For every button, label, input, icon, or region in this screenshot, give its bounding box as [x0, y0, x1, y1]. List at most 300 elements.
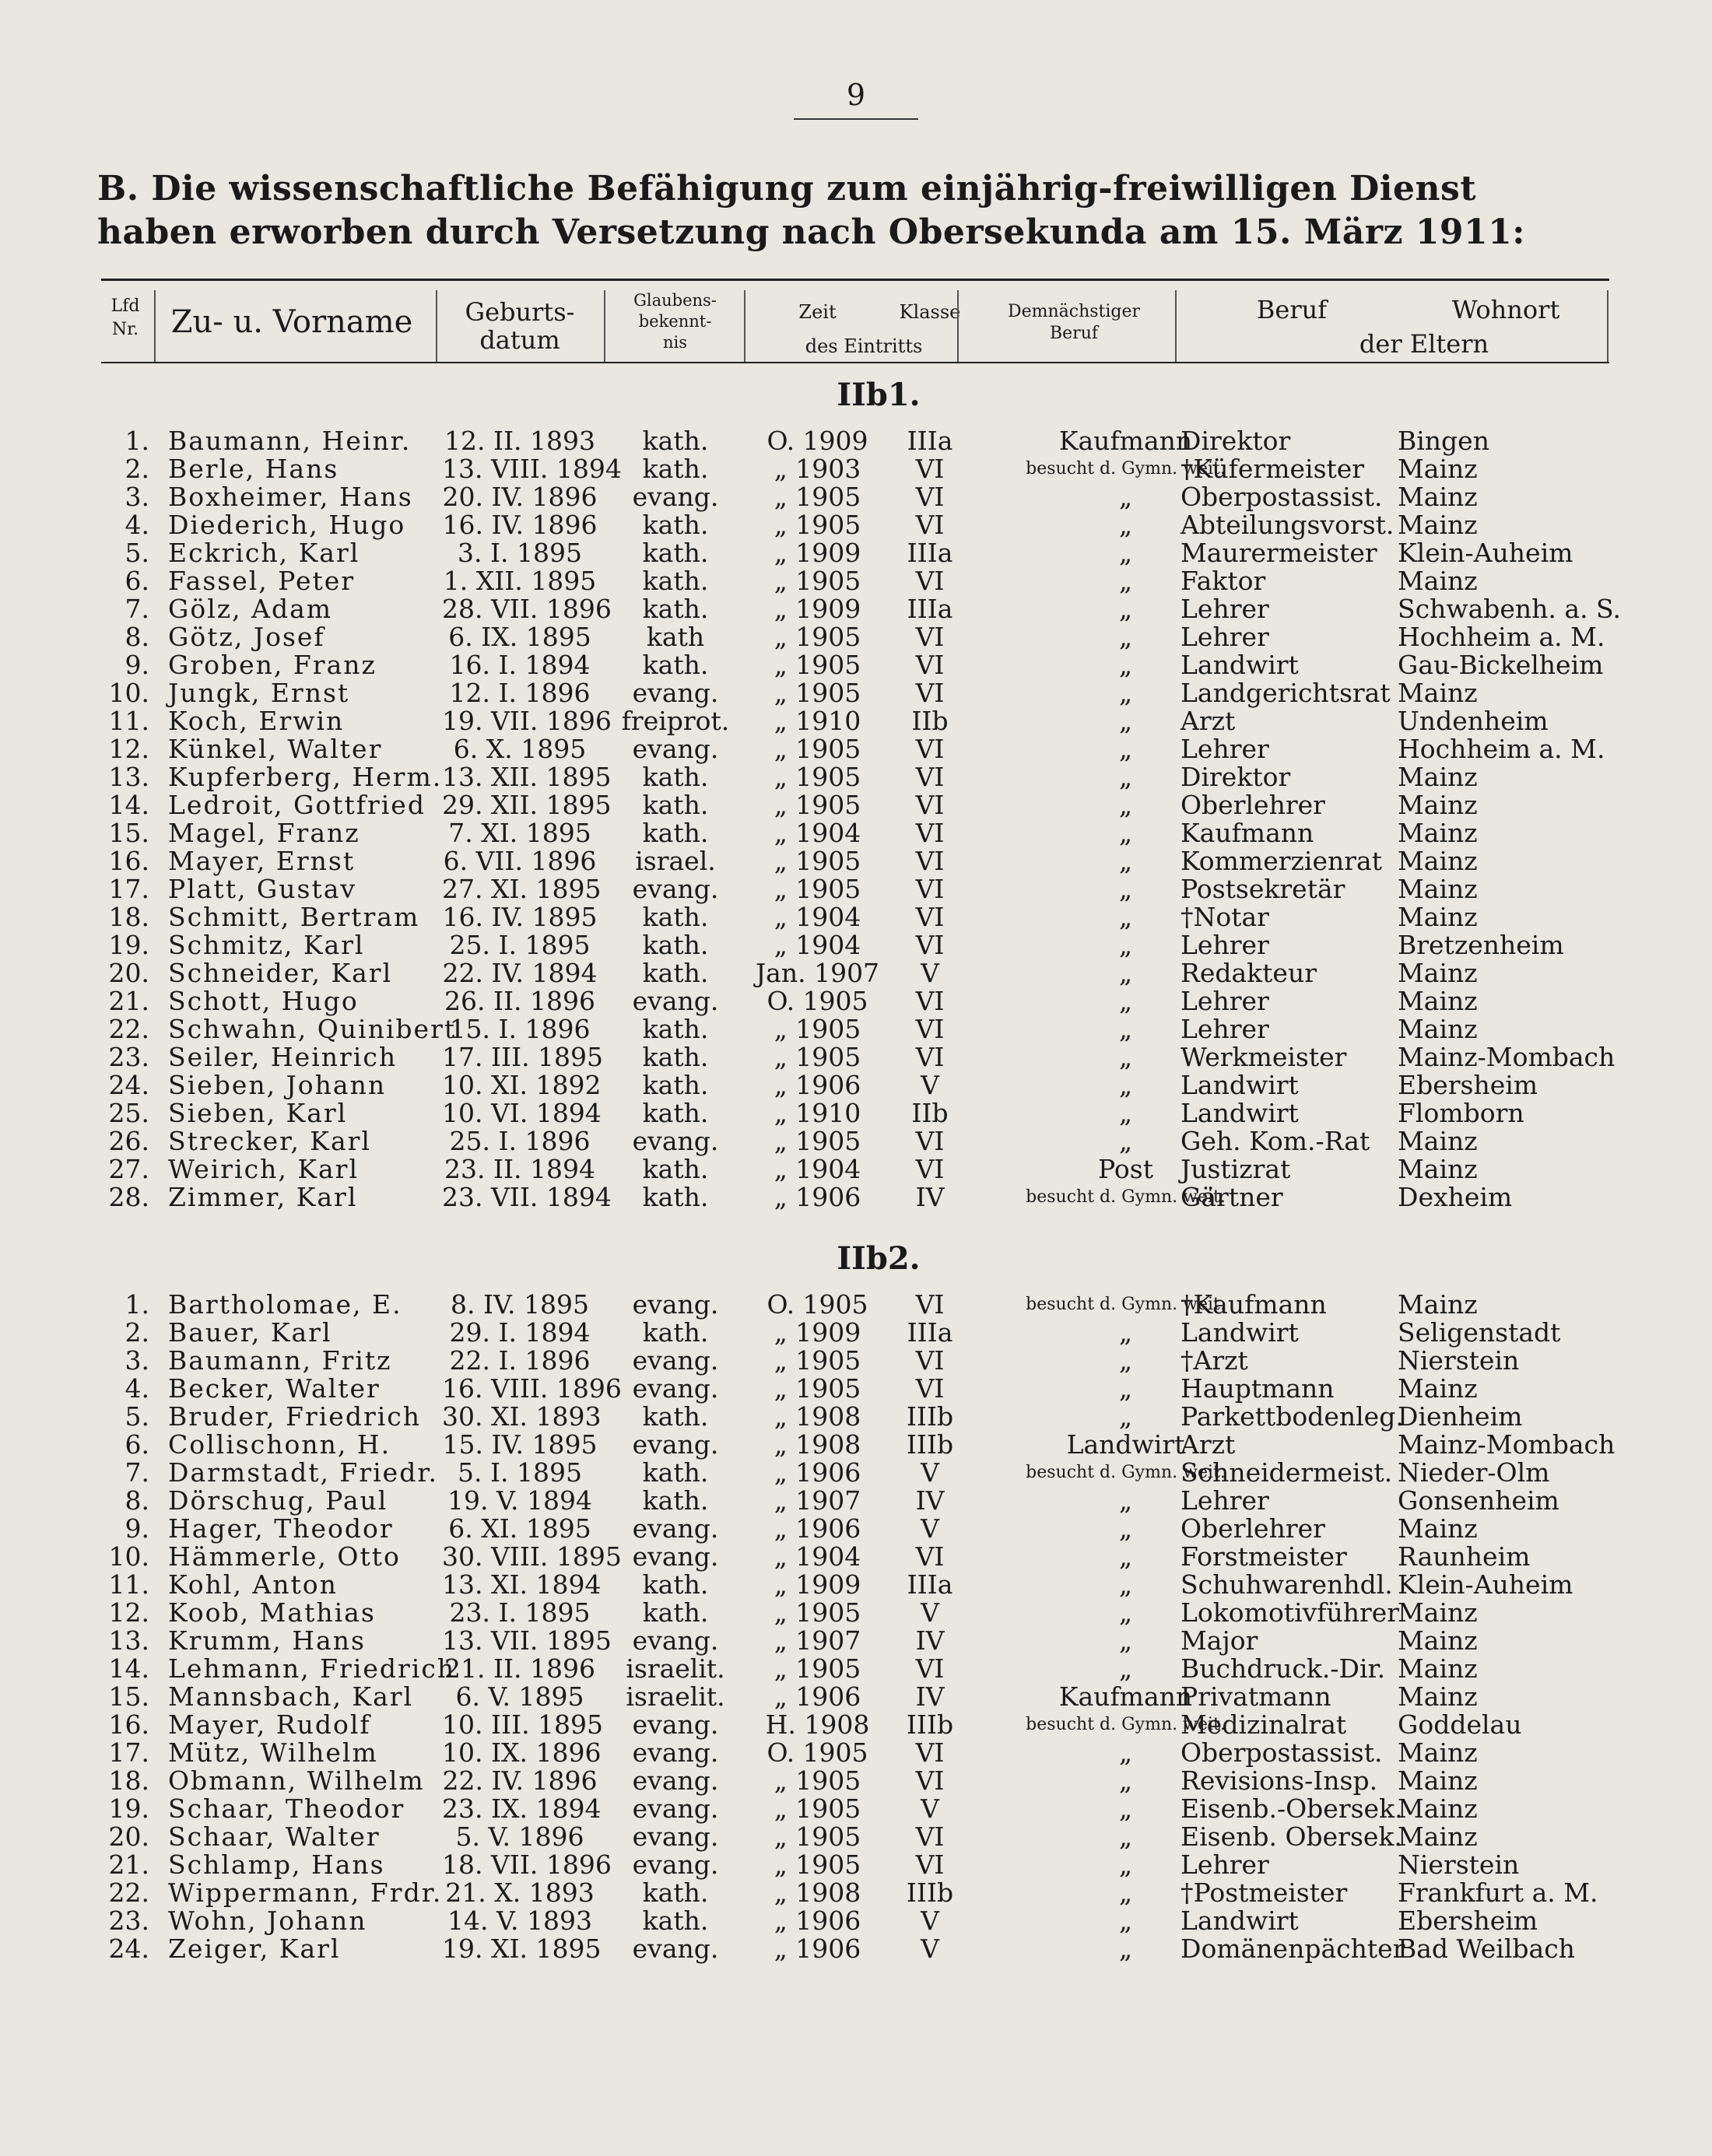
- future-profession: „: [1118, 1653, 1133, 1684]
- table-row: [101, 931, 1609, 959]
- entry-class: VI: [915, 818, 945, 848]
- future-profession: „: [1118, 1597, 1133, 1628]
- entry-time: „ 1905: [774, 1014, 861, 1044]
- entry-time: „ 1908: [774, 1877, 861, 1908]
- student-name: Lehmann, Friedrich: [168, 1653, 456, 1684]
- entry-class: V: [921, 1933, 939, 1964]
- student-name: Berle, Hans: [168, 454, 339, 484]
- religion: evang.: [632, 1513, 719, 1544]
- entry-time: „ 1906: [774, 1182, 861, 1212]
- row-number: 24.: [108, 1933, 149, 1964]
- parent-residence: Mainz: [1398, 790, 1478, 820]
- entry-time: „ 1904: [774, 902, 861, 932]
- table-row: [101, 1711, 1609, 1739]
- religion: evang.: [632, 1849, 719, 1880]
- row-number: 17.: [108, 874, 149, 904]
- row-number: 7.: [125, 594, 149, 624]
- entry-class: IIIa: [907, 538, 953, 568]
- row-number: 24.: [108, 1070, 149, 1100]
- row-number: 10.: [108, 678, 149, 708]
- parent-residence: Mainz: [1398, 566, 1478, 596]
- birth-date: 16. IV. 1896: [442, 510, 598, 540]
- table-row: [101, 1127, 1609, 1155]
- entry-class: V: [921, 1513, 939, 1544]
- parent-profession: Oberpostassist.: [1181, 482, 1383, 512]
- parent-profession: Landwirt: [1181, 1070, 1299, 1100]
- entry-class: VI: [915, 1821, 945, 1852]
- header-beruf-small: Beruf: [1049, 324, 1098, 343]
- entry-time: „ 1909: [774, 1317, 861, 1348]
- entry-class: IV: [915, 1485, 945, 1516]
- parent-profession: Domänenpächter: [1181, 1933, 1405, 1964]
- entry-time: „ 1905: [774, 790, 861, 820]
- table-row: [101, 1319, 1609, 1347]
- student-name: Wippermann, Frdr.: [168, 1877, 443, 1908]
- parent-profession: Eisenb.-Obersek.: [1181, 1793, 1403, 1824]
- birth-date: 10. III. 1895: [442, 1709, 604, 1740]
- class-section: [101, 1227, 1616, 1964]
- birth-date: 22. IV. 1896: [442, 1765, 598, 1796]
- entry-time: „ 1906: [774, 1681, 861, 1712]
- student-name: Bauer, Karl: [168, 1317, 332, 1348]
- student-name: Mayer, Ernst: [168, 846, 356, 876]
- parent-profession: Lehrer: [1181, 1014, 1269, 1044]
- entry-time: „ 1905: [774, 762, 861, 792]
- birth-date: 20. IV. 1896: [442, 482, 598, 512]
- student-name: Zeiger, Karl: [168, 1933, 341, 1964]
- future-profession: „: [1118, 1373, 1133, 1404]
- religion: evang.: [632, 1541, 719, 1572]
- entry-class: IIIb: [906, 1429, 954, 1460]
- row-number: 12.: [108, 734, 149, 764]
- parent-residence: Mainz: [1398, 986, 1478, 1016]
- entry-class: IIIa: [907, 1317, 953, 1348]
- entry-class: IIb: [911, 1098, 949, 1128]
- student-name: Bruder, Friedrich: [168, 1401, 422, 1432]
- parent-profession: Lehrer: [1181, 1485, 1269, 1516]
- header-divider: [436, 290, 437, 362]
- parent-profession: Forstmeister: [1181, 1541, 1347, 1572]
- birth-date: 6. X. 1895: [453, 734, 587, 764]
- student-name: Schaar, Theodor: [168, 1793, 405, 1824]
- future-profession: „: [1118, 1014, 1133, 1044]
- table-row: [101, 1429, 1616, 1460]
- parent-profession: Oberlehrer: [1181, 1513, 1325, 1544]
- parent-residence: Seligenstadt: [1398, 1317, 1561, 1348]
- parent-residence: Mainz: [1398, 454, 1478, 484]
- entry-class: VI: [915, 650, 945, 680]
- entry-time: „ 1907: [774, 1485, 861, 1516]
- parent-residence: Hochheim a. M.: [1398, 734, 1605, 764]
- row-number: 11.: [108, 1569, 149, 1600]
- religion: kath.: [642, 1182, 709, 1212]
- student-name: Baumann, Fritz: [168, 1345, 392, 1376]
- parent-profession: Schuhwarenhdl.: [1181, 1569, 1393, 1600]
- student-name: Koob, Mathias: [168, 1597, 376, 1628]
- birth-date: 21. X. 1893: [445, 1877, 595, 1908]
- entry-class: VI: [915, 1765, 945, 1796]
- birth-date: 13. XII. 1895: [442, 762, 612, 792]
- entry-class: VI: [915, 1541, 945, 1572]
- future-profession: „: [1118, 790, 1133, 820]
- parent-profession: Landgerichtsrat: [1181, 678, 1391, 708]
- religion: kath.: [642, 1042, 709, 1072]
- student-name: Mayer, Rudolf: [168, 1709, 371, 1740]
- birth-date: 19. XI. 1895: [442, 1933, 602, 1964]
- row-number: 3.: [125, 482, 149, 512]
- row-number: 8.: [125, 622, 149, 652]
- entry-class: VI: [915, 678, 945, 708]
- religion: kath.: [642, 1317, 709, 1348]
- entry-time: „ 1905: [774, 1653, 861, 1684]
- future-profession: „: [1118, 762, 1133, 792]
- birth-date: 23. I. 1895: [449, 1597, 591, 1628]
- religion: kath.: [642, 1098, 709, 1128]
- header-glaubens-2: bekennt-: [638, 312, 712, 331]
- birth-date: 7. XI. 1895: [448, 818, 591, 848]
- parent-profession: †Notar: [1181, 902, 1269, 932]
- entry-class: VI: [915, 1126, 945, 1156]
- entry-class: VI: [915, 902, 945, 932]
- table-row: [101, 1627, 1609, 1655]
- entry-time: O. 1905: [767, 1289, 868, 1320]
- religion: evang.: [632, 874, 719, 904]
- future-profession: „: [1118, 1625, 1133, 1656]
- entry-time: „ 1909: [774, 594, 861, 624]
- future-profession: „: [1118, 986, 1133, 1016]
- table-row: [101, 1291, 1609, 1319]
- birth-date: 23. VII. 1894: [442, 1182, 612, 1212]
- religion: evang.: [632, 1429, 719, 1460]
- parent-residence: Mainz: [1398, 1793, 1478, 1824]
- religion: kath.: [642, 1457, 709, 1488]
- parent-residence: Hochheim a. M.: [1398, 622, 1605, 652]
- birth-date: 16. I. 1894: [449, 650, 591, 680]
- religion: kath: [646, 622, 705, 652]
- entry-time: „ 1905: [774, 1821, 861, 1852]
- row-number: 3.: [125, 1345, 149, 1376]
- table-row: [101, 1851, 1609, 1879]
- religion: israelit.: [626, 1653, 725, 1684]
- row-number: 11.: [108, 706, 149, 736]
- header-geburtsdatum: [442, 298, 598, 354]
- student-name: Baumann, Heinr.: [168, 426, 412, 456]
- student-name: Collischonn, H.: [168, 1429, 391, 1460]
- student-name: Becker, Walter: [168, 1373, 381, 1404]
- table-header: [101, 290, 1609, 363]
- parent-profession: Direktor: [1181, 762, 1291, 792]
- table-row: [101, 987, 1609, 1015]
- header-divider: [1175, 290, 1177, 362]
- entry-time: Jan. 1907: [755, 958, 880, 988]
- religion: kath.: [642, 790, 709, 820]
- table-row: [101, 539, 1609, 567]
- entry-class: V: [921, 1905, 939, 1936]
- parent-residence: Mainz: [1398, 1513, 1478, 1544]
- entry-time: „ 1905: [774, 1373, 861, 1404]
- entry-time: „ 1906: [774, 1513, 861, 1544]
- birth-date: 27. XI. 1895: [442, 874, 602, 904]
- birth-date: 22. IV. 1894: [442, 958, 598, 988]
- parent-residence: Mainz: [1398, 1289, 1478, 1320]
- parent-profession: †Arzt: [1181, 1345, 1248, 1376]
- future-profession: „: [1118, 594, 1133, 624]
- parent-profession: Geh. Kom.-Rat: [1181, 1126, 1370, 1156]
- entry-class: VI: [915, 510, 945, 540]
- entry-class: IIIa: [907, 1569, 953, 1600]
- student-name: Weirich, Karl: [168, 1154, 360, 1184]
- entry-class: IV: [915, 1681, 945, 1712]
- page-number: 9: [846, 78, 866, 112]
- religion: evang.: [632, 1709, 719, 1740]
- table-row: [101, 763, 1609, 791]
- birth-date: 10. XI. 1892: [442, 1070, 602, 1100]
- row-number: 5.: [125, 1401, 149, 1432]
- future-profession: „: [1118, 1765, 1133, 1796]
- future-profession: „: [1118, 650, 1133, 680]
- parent-profession: Schneidermeist.: [1181, 1457, 1393, 1488]
- religion: evang.: [632, 986, 719, 1016]
- birth-date: 30. VIII. 1895: [442, 1541, 622, 1572]
- parent-profession: Oberpostassist.: [1181, 1737, 1383, 1768]
- parent-profession: Lehrer: [1181, 734, 1269, 764]
- parent-profession: Justizrat: [1181, 1154, 1291, 1184]
- entry-time: „ 1905: [774, 1042, 861, 1072]
- religion: evang.: [632, 482, 719, 512]
- row-number: 13.: [108, 762, 149, 792]
- future-profession: „: [1118, 1793, 1133, 1824]
- page-number-rule: [794, 118, 918, 120]
- row-number: 12.: [108, 1597, 149, 1628]
- parent-residence: Bingen: [1398, 426, 1489, 456]
- student-name: Magel, Franz: [168, 818, 360, 848]
- row-number: 2.: [125, 454, 149, 484]
- entry-time: H. 1908: [765, 1709, 870, 1740]
- parent-profession: Eisenb. Obersek.: [1181, 1821, 1402, 1852]
- birth-date: 30. XI. 1893: [442, 1401, 602, 1432]
- religion: kath.: [642, 1014, 709, 1044]
- row-number: 9.: [125, 1513, 149, 1544]
- entry-time: „ 1905: [774, 510, 861, 540]
- future-profession: „: [1118, 1401, 1133, 1432]
- entry-time: O. 1905: [767, 1737, 868, 1768]
- parent-residence: Mainz: [1398, 762, 1478, 792]
- row-number: 6.: [125, 566, 149, 596]
- parent-residence: Dienheim: [1398, 1401, 1523, 1432]
- future-profession: Kaufmann: [1058, 426, 1193, 456]
- entry-time: „ 1906: [774, 1457, 861, 1488]
- parent-residence: Nierstein: [1398, 1849, 1520, 1880]
- header-naechster-beruf: [977, 301, 1171, 345]
- parent-residence: Mainz: [1398, 1653, 1478, 1684]
- birth-date: 25. I. 1895: [449, 930, 591, 960]
- table-row: [101, 651, 1609, 679]
- row-number: 2.: [125, 1317, 149, 1348]
- future-profession: besucht d. Gymn. weit.: [1026, 1295, 1226, 1314]
- entry-class: V: [921, 1793, 939, 1824]
- birth-date: 6. V. 1895: [455, 1681, 584, 1712]
- entry-class: VI: [915, 1737, 945, 1768]
- entry-class: IIb: [911, 706, 949, 736]
- religion: evang.: [632, 1373, 719, 1404]
- birth-date: 13. XI. 1894: [442, 1569, 602, 1600]
- row-number: 17.: [108, 1737, 149, 1768]
- parent-profession: Lehrer: [1181, 1849, 1269, 1880]
- row-number: 9.: [125, 650, 149, 680]
- table-row: [101, 1599, 1609, 1627]
- future-profession: „: [1118, 1513, 1133, 1544]
- parent-residence: Bretzenheim: [1398, 930, 1564, 960]
- entry-time: „ 1905: [774, 874, 861, 904]
- student-name: Strecker, Karl: [168, 1126, 371, 1156]
- header-glaubens-1: Glaubens-: [633, 291, 717, 310]
- parent-residence: Ebersheim: [1398, 1070, 1538, 1100]
- future-profession: „: [1118, 538, 1133, 568]
- class-section-title: IIb2.: [837, 1240, 921, 1277]
- birth-date: 12. II. 1893: [444, 426, 595, 456]
- table-row: [101, 1795, 1609, 1823]
- row-number: 27.: [108, 1154, 149, 1184]
- entry-class: VI: [915, 1154, 945, 1184]
- future-profession: besucht d. Gymn. weit.: [1026, 1463, 1226, 1482]
- entry-class: IV: [915, 1182, 945, 1212]
- parent-profession: Medizinalrat: [1181, 1709, 1347, 1740]
- religion: kath.: [642, 426, 709, 456]
- parent-residence: Mainz: [1398, 818, 1478, 848]
- future-profession: „: [1118, 818, 1133, 848]
- religion: kath.: [642, 650, 709, 680]
- parent-residence: Mainz: [1398, 1597, 1478, 1628]
- header-demnaechstiger: Demnächstiger: [1007, 302, 1141, 321]
- religion: kath.: [642, 1877, 709, 1908]
- parent-residence: Mainz: [1398, 958, 1478, 988]
- table-row: [101, 1347, 1609, 1375]
- student-name: Koch, Erwin: [168, 706, 345, 736]
- table-row: [101, 735, 1609, 763]
- row-number: 16.: [108, 1709, 149, 1740]
- future-profession: „: [1118, 1849, 1133, 1880]
- header-des-eintritts: des Eintritts: [805, 335, 923, 357]
- parent-profession: Maurermeister: [1181, 538, 1377, 568]
- parent-profession: Arzt: [1181, 706, 1236, 736]
- entry-class: VI: [915, 1289, 945, 1320]
- future-profession: „: [1118, 1905, 1133, 1936]
- future-profession: „: [1118, 482, 1133, 512]
- header-lfd: Lfd: [111, 296, 140, 316]
- table-row: [101, 1879, 1609, 1907]
- entry-class: VI: [915, 846, 945, 876]
- entry-class: IIIb: [906, 1401, 954, 1432]
- table-row: [101, 1515, 1609, 1543]
- entry-class: IIIa: [907, 426, 953, 456]
- parent-residence: Mainz: [1398, 846, 1478, 876]
- religion: kath.: [642, 594, 709, 624]
- parent-residence: Mainz: [1398, 1737, 1478, 1768]
- entry-time: „ 1906: [774, 1933, 861, 1964]
- parent-profession: Lehrer: [1181, 986, 1269, 1016]
- parent-residence: Mainz: [1398, 874, 1478, 904]
- birth-date: 13. VII. 1895: [442, 1625, 612, 1656]
- row-number: 6.: [125, 1429, 149, 1460]
- future-profession: „: [1118, 622, 1133, 652]
- future-profession: „: [1118, 1933, 1133, 1964]
- future-profession: „: [1118, 1877, 1133, 1908]
- birth-date: 10. VI. 1894: [442, 1098, 602, 1128]
- student-name: Fassel, Peter: [168, 566, 356, 596]
- table-row: [101, 1015, 1609, 1043]
- student-name: Schott, Hugo: [168, 986, 359, 1016]
- parent-residence: Mainz: [1398, 1765, 1478, 1796]
- student-name: Eckrich, Karl: [168, 538, 360, 568]
- parent-profession: Hauptmann: [1181, 1373, 1335, 1404]
- table-row: [101, 1907, 1609, 1935]
- header-glaubensbekenntnis: [611, 290, 739, 353]
- birth-date: 23. II. 1894: [444, 1154, 595, 1184]
- row-number: 22.: [108, 1877, 149, 1908]
- parent-profession: Major: [1181, 1625, 1258, 1656]
- header-beruf: Beruf: [1256, 295, 1328, 324]
- entry-class: V: [921, 958, 939, 988]
- future-profession: Landwirt: [1066, 1429, 1185, 1460]
- row-number: 14.: [108, 790, 149, 820]
- header-datum: datum: [479, 325, 560, 355]
- header-klasse: Klasse: [899, 301, 961, 323]
- row-number: 19.: [108, 930, 149, 960]
- parent-residence: Undenheim: [1398, 706, 1549, 736]
- entry-time: „ 1904: [774, 930, 861, 960]
- birth-date: 18. VII. 1896: [442, 1849, 612, 1880]
- student-name: Künkel, Walter: [168, 734, 383, 764]
- student-name: Wohn, Johann: [168, 1905, 367, 1936]
- birth-date: 16. VIII. 1896: [442, 1373, 622, 1404]
- parent-profession: Landwirt: [1181, 1317, 1299, 1348]
- student-name: Jungk, Ernst: [168, 678, 350, 708]
- entry-class: VI: [915, 930, 945, 960]
- student-name: Schmitt, Bertram: [168, 902, 420, 932]
- student-name: Schaar, Walter: [168, 1821, 381, 1852]
- parent-profession: Lehrer: [1181, 930, 1269, 960]
- parent-residence: Klein-Auheim: [1398, 1569, 1573, 1600]
- row-number: 4.: [125, 1373, 149, 1404]
- student-name: Dörschug, Paul: [168, 1485, 388, 1516]
- table-row: [101, 791, 1609, 819]
- birth-date: 29. I. 1894: [449, 1317, 591, 1348]
- row-number: 23.: [108, 1042, 149, 1072]
- parent-profession: Privatmann: [1181, 1681, 1331, 1712]
- student-name: Platt, Gustav: [168, 874, 357, 904]
- parent-residence: Nierstein: [1398, 1345, 1520, 1376]
- parent-residence: Flomborn: [1398, 1098, 1524, 1128]
- header-divider: [154, 290, 156, 362]
- row-number: 25.: [108, 1098, 149, 1128]
- student-name: Hämmerle, Otto: [168, 1541, 401, 1572]
- student-name: Sieben, Karl: [168, 1098, 348, 1128]
- future-profession: Kaufmann: [1058, 1681, 1193, 1712]
- student-name: Schneider, Karl: [168, 958, 393, 988]
- entry-time: „ 1905: [774, 1345, 861, 1376]
- table-row: [101, 1155, 1609, 1183]
- row-number: 15.: [108, 1681, 149, 1712]
- heading-line-2: haben erworben durch Versetzung nach Obersekunda am 15. März 1911:: [97, 212, 1526, 252]
- student-name: Ledroit, Gottfried: [168, 790, 426, 820]
- entry-time: „ 1908: [774, 1401, 861, 1432]
- student-name: Krumm, Hans: [168, 1625, 366, 1656]
- header-wohnort: Wohnort: [1451, 295, 1560, 324]
- religion: kath.: [642, 1569, 709, 1600]
- birth-date: 8. IV. 1895: [450, 1289, 590, 1320]
- future-profession: „: [1118, 902, 1133, 932]
- entry-time: „ 1910: [774, 706, 861, 736]
